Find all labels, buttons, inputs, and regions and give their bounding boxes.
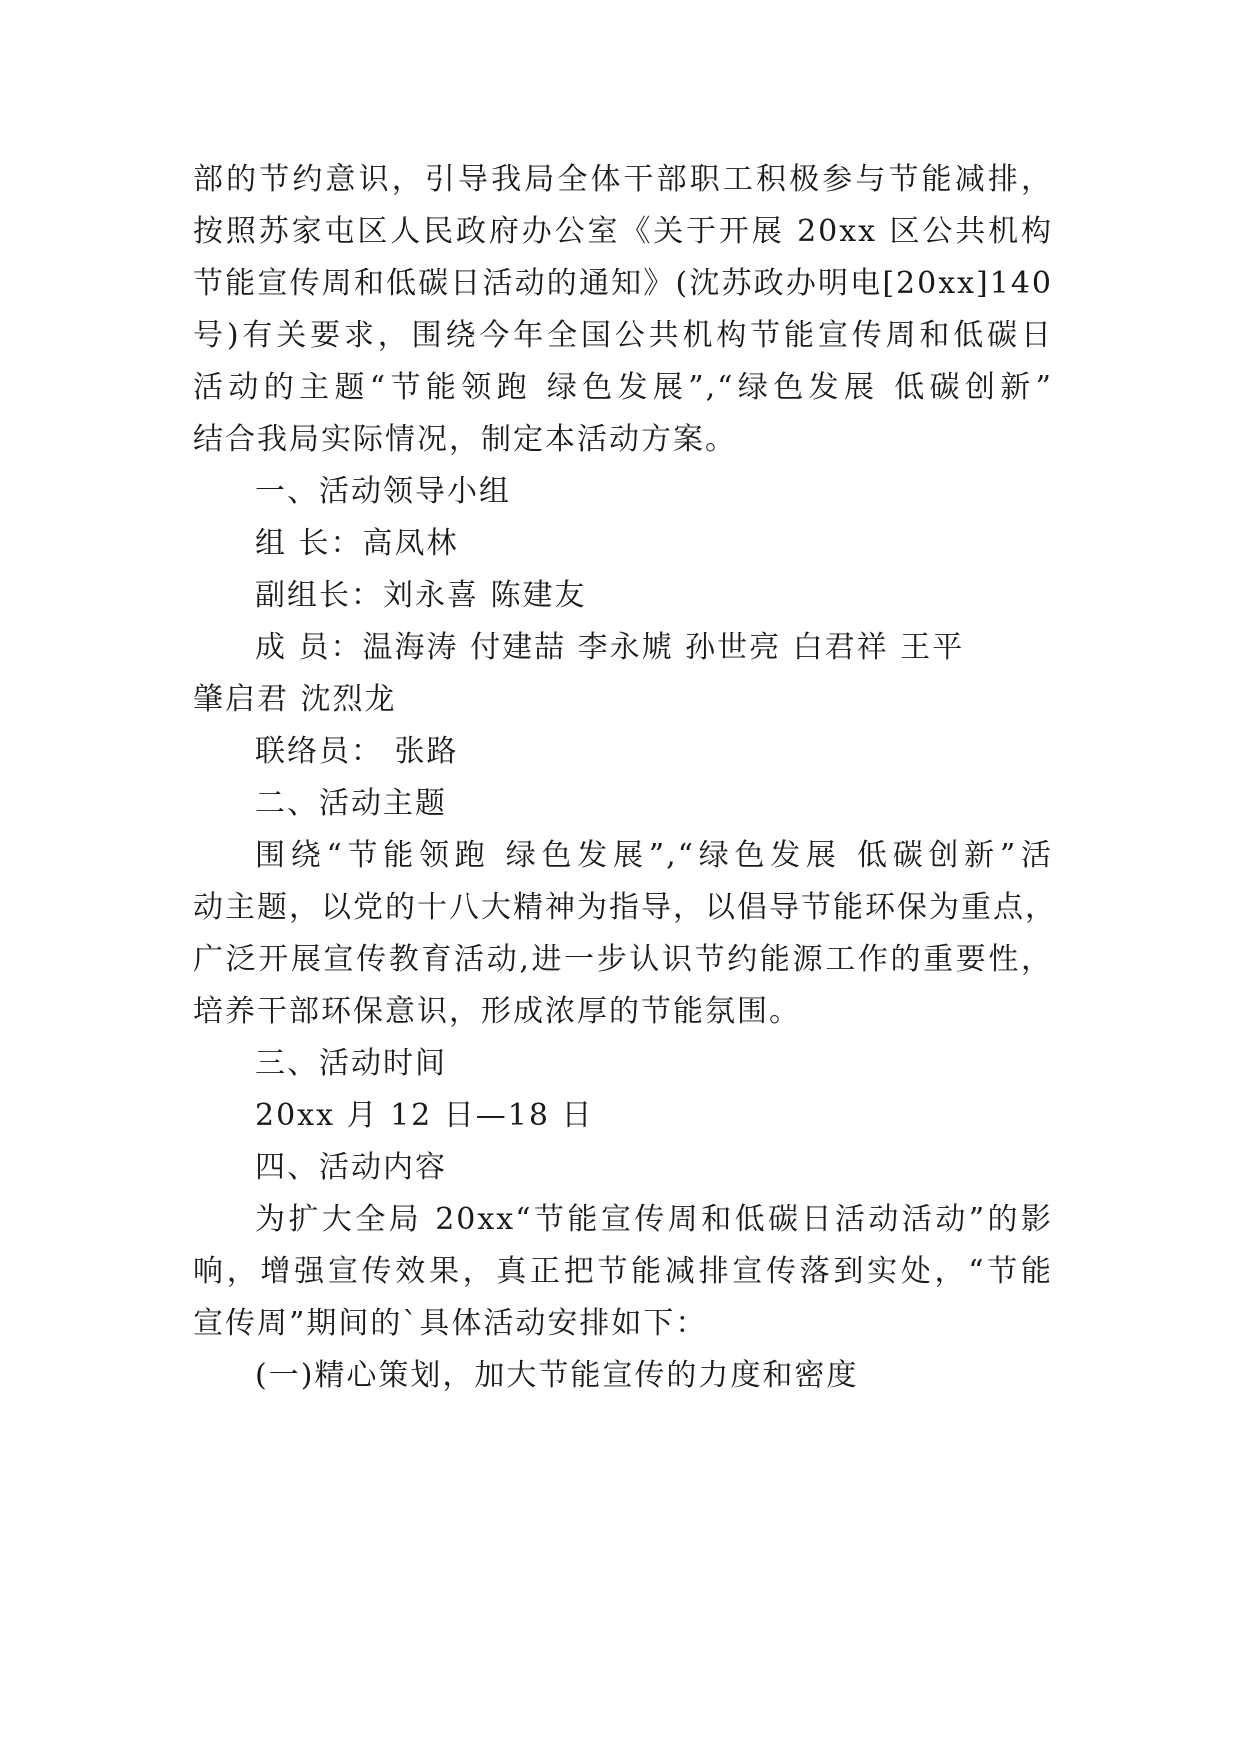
paragraph-line: 围绕“节能领跑 绿色发展”,“绿色发展 低碳创新”活	[255, 838, 1053, 873]
member-line: 联络员： 张路	[255, 734, 459, 769]
subsection-heading: (一)精心策划，加大节能宣传的力度和密度	[255, 1358, 859, 1393]
paragraph-line: 号)有关要求，围绕今年全国公共机构节能宣传周和低碳日	[193, 318, 1053, 353]
paragraph-line: 响，增强宣传效果，真正把节能减排宣传落到实处，“节能	[193, 1254, 1053, 1289]
member-line: 肇启君 沈烈龙	[193, 682, 397, 717]
member-line: 成 员：温海涛 付建喆 李永虓 孙世亮 白君祥 王平	[255, 630, 965, 665]
paragraph-line: 动主题，以党的十八大精神为指导，以倡导节能环保为重点，	[193, 890, 1057, 925]
section-heading: 三、活动时间	[255, 1046, 447, 1081]
paragraph-line: 培养干部环保意识，形成浓厚的节能氛围。	[193, 994, 801, 1029]
member-line: 副组长：刘永喜 陈建友	[255, 578, 587, 613]
section-heading: 二、活动主题	[255, 786, 447, 821]
paragraph-line: 活动的主题“节能领跑 绿色发展”,“绿色发展 低碳创新”	[193, 370, 1053, 405]
paragraph-line: 广泛开展宣传教育活动,进一步认识节约能源工作的重要性，	[193, 942, 1053, 977]
date-line: 20xx 月 12 日—18 日	[255, 1098, 594, 1133]
section-heading: 四、活动内容	[255, 1150, 447, 1185]
section-heading: 一、活动领导小组	[255, 474, 511, 509]
paragraph-line: 宣传周”期间的`具体活动安排如下：	[193, 1306, 708, 1341]
paragraph-line: 为扩大全局 20xx“节能宣传周和低碳日活动活动”的影	[255, 1202, 1053, 1237]
paragraph-line: 结合我局实际情况，制定本活动方案。	[193, 422, 737, 457]
member-line: 组 长：高凤林	[255, 526, 459, 561]
paragraph-line: 部的节约意识，引导我局全体干部职工积极参与节能减排，	[193, 162, 1053, 197]
paragraph-line: 按照苏家屯区人民政府办公室《关于开展 20xx 区公共机构	[193, 214, 1053, 249]
paragraph-line: 节能宣传周和低碳日活动的通知》(沈苏政办明电[20xx]140	[193, 266, 1053, 301]
